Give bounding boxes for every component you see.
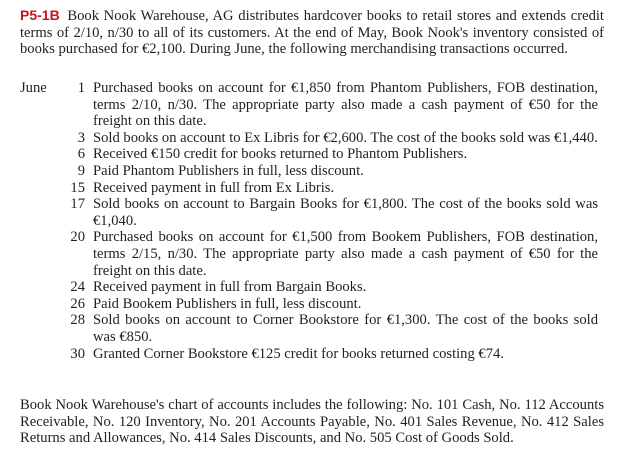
transaction-day: 24 <box>70 279 85 296</box>
transaction-item <box>20 312 604 345</box>
transaction-day: 9 <box>77 162 85 179</box>
transaction-day: 20 <box>70 229 85 246</box>
transaction-item <box>20 130 604 147</box>
transaction-day: 28 <box>70 312 85 329</box>
transaction-item <box>20 80 604 130</box>
transaction-text: Received €150 credit for books returned to Phantom Publishers. <box>93 146 468 163</box>
transaction-item <box>20 180 604 197</box>
transaction-text: Paid Phantom Publishers in full, less discount. <box>93 162 364 179</box>
transaction-item <box>20 296 604 313</box>
transaction-item <box>20 163 604 180</box>
transaction-day: 15 <box>70 179 85 196</box>
transaction-text: Sold books on account to Ex Libris for €2,600. The cost of the books sold was €1,440. <box>93 129 598 146</box>
transaction-list <box>20 80 604 362</box>
problem-intro-text: Book Nook Warehouse, AG distributes hardcover books to retail stores and extends credit terms of 2/10, n/30 to all of its customers. At the end of May, Book Nook's inventory consisted of books purchased for €2,100. During June, the following merchandising transactions occurred. <box>20 8 604 58</box>
transaction-text: Purchased books on account for €1,500 from Bookem Publishers, FOB destination, terms 2/15, n/30. The appropriate party also made a cash payment of €50 for the freight on this date. <box>93 229 598 279</box>
transaction-day: 26 <box>70 295 85 312</box>
transaction-text: Paid Bookem Publishers in full, less discount. <box>93 295 362 312</box>
chart-of-accounts-paragraph: Book Nook Warehouse's chart of accounts includes the following: No. 101 Cash, No. 112 Accounts Receivable, No. 120 Inventory, No. 201 Accounts Payable, No. 401 Sales Revenue, No. 412 Sales Returns and Allowances, No. 414 Sales Discounts, and No. 505 Cost of Goods Sold. <box>20 397 604 447</box>
transaction-text: Sold books on account to Bargain Books for €1,800. The cost of the books sold was €1,040. <box>93 196 598 229</box>
transaction-item <box>20 346 604 363</box>
transaction-item <box>20 229 604 279</box>
transaction-day: 6 <box>77 146 85 163</box>
transaction-day: 1 <box>77 80 85 96</box>
problem-id: P5-1B <box>20 7 60 23</box>
transaction-text: Received payment in full from Bargain Books. <box>93 279 367 296</box>
transaction-day: 30 <box>70 345 85 362</box>
problem-intro <box>20 7 604 58</box>
transaction-month: June <box>20 80 47 96</box>
transaction-text: Granted Corner Bookstore €125 credit for books returned costing €74. <box>93 345 504 362</box>
transaction-day: 3 <box>77 129 85 146</box>
transaction-item <box>20 279 604 296</box>
transaction-item <box>20 196 604 229</box>
transaction-day: 17 <box>70 196 85 213</box>
transaction-item <box>20 146 604 163</box>
transaction-text: Received payment in full from Ex Libris. <box>93 179 335 196</box>
transaction-text: Purchased books on account for €1,850 from Phantom Publishers, FOB destination, terms 2/10, n/30. The appropriate party also made a cash payment of €50 for the freight on this date. <box>93 80 598 130</box>
transaction-text: Sold books on account to Corner Bookstore for €1,300. The cost of the books sold was €850. <box>93 312 598 345</box>
